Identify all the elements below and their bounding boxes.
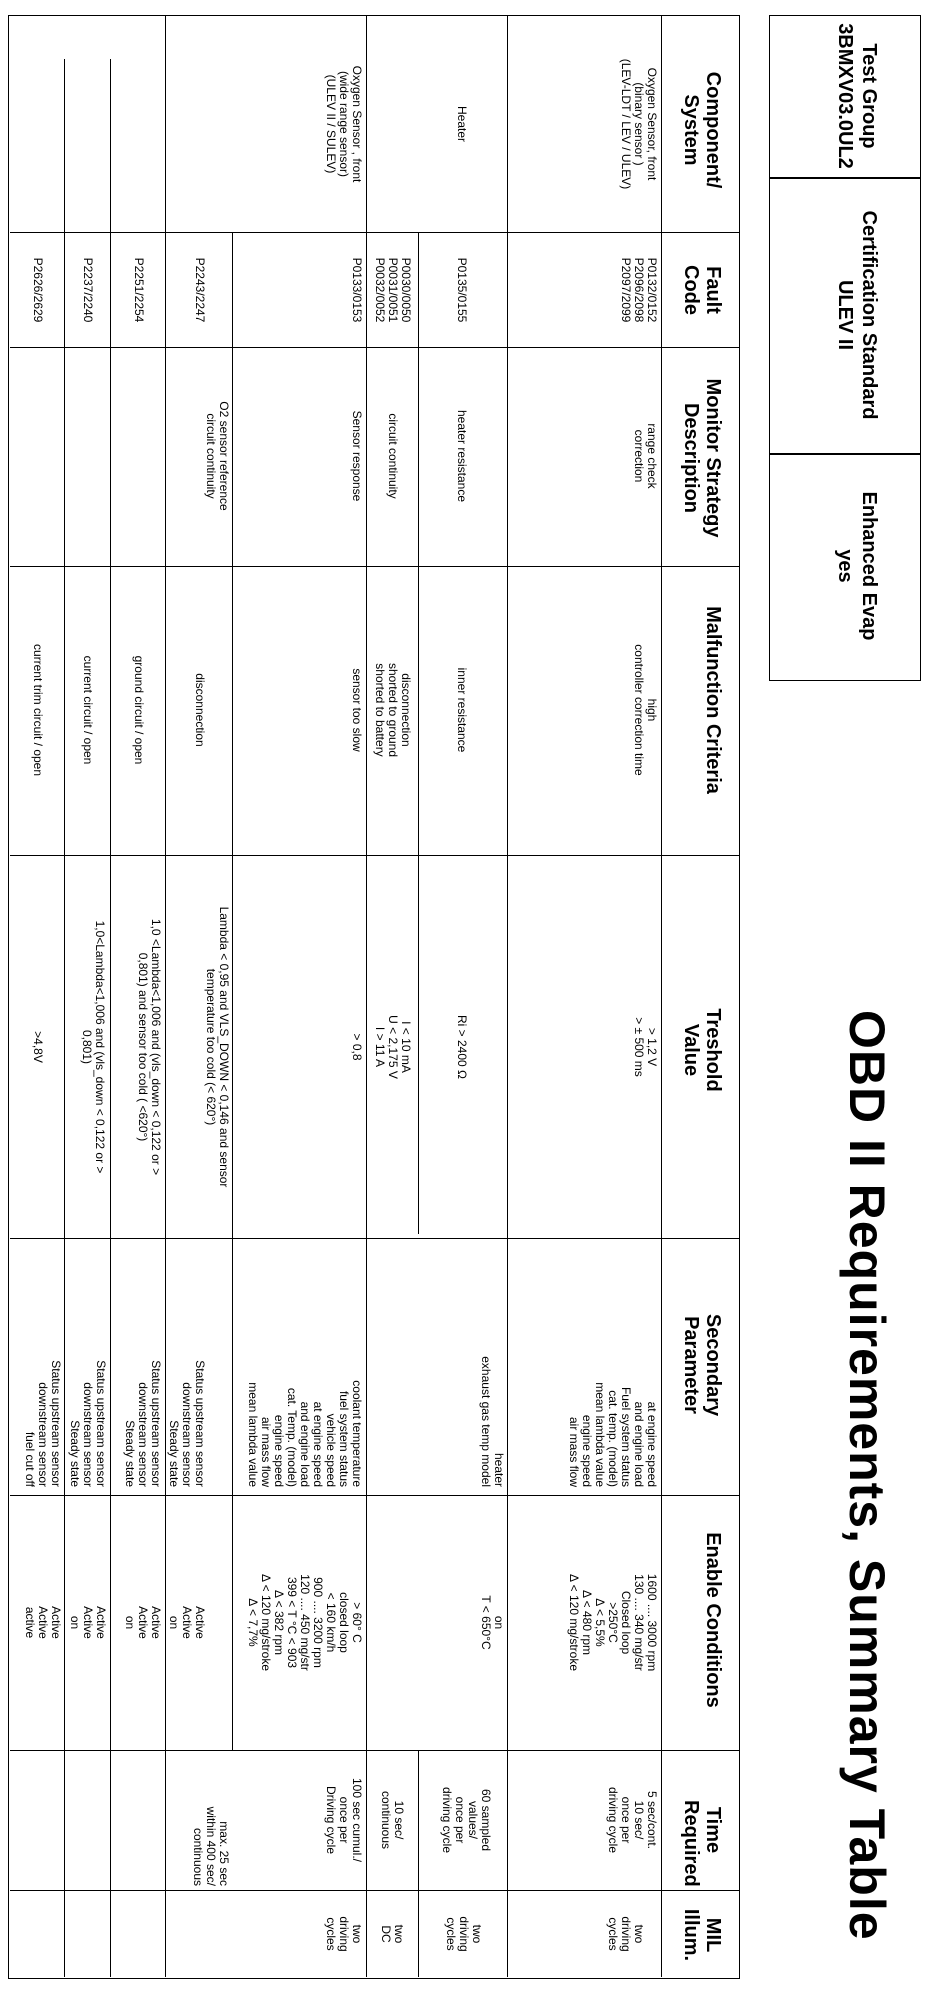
col-header-mil: MIL Illum.: [680, 1908, 724, 1962]
header-divider: [661, 15, 662, 1977]
r4-time: 100 sec cumul./ once per Driving cycle: [324, 1777, 364, 1863]
row-divider: [64, 59, 65, 1977]
r1-malfunction: high controller correction time: [632, 644, 659, 776]
col-header-secondary: Secondary Parameter: [680, 1313, 724, 1417]
row-divider: [507, 15, 508, 1977]
r2-mil: two driving cycles: [444, 1916, 484, 1952]
r6-fault-code: P2251/2254: [132, 257, 146, 323]
col-divider: [10, 566, 740, 567]
r4-threshold: > 0,8: [350, 1033, 364, 1061]
r5-malfunction: disconnection: [193, 673, 207, 747]
r6-enable: Active Active on: [123, 1606, 163, 1639]
r5-fault-code: P2243/2247: [193, 257, 207, 323]
r5-monitor: O2 sensor reference circuit continuity: [204, 401, 231, 511]
col-header-time: Time Required: [680, 1800, 724, 1887]
r5-time: max. 25 sec within 400 sec/ continuous: [191, 1806, 231, 1886]
r8-enable: Active Active active: [23, 1606, 63, 1639]
col-header-threshold: Treshold Value: [680, 1008, 724, 1092]
r7-enable: Active Active on: [68, 1606, 108, 1639]
r7-malfunction: current circuit / open: [81, 655, 95, 765]
r8-malfunction: current trim circuit / open: [31, 643, 45, 777]
r7-secondary: Status upstream sensor downstream sensor Steady state: [68, 1360, 108, 1487]
r3-threshold: I < 10 mA U < 2,175 V I > 11 A: [373, 1015, 413, 1079]
col-divider: [10, 1750, 740, 1751]
r4-component: Oxygen Sensor , front (wide range sensor) (ULEV II / SULEV): [324, 65, 364, 183]
certification-label: Certification Standard: [858, 210, 880, 420]
col-divider: [10, 855, 740, 856]
test-group-label: Test Group: [858, 43, 880, 149]
r5-threshold: Lambda < 0,95 and VLS_DOWN < 0,146 and sensor temperature too cold (< 620°): [204, 906, 231, 1188]
r8-fault-code: P2626/2629: [31, 257, 45, 323]
r2-enable: on T < 650°C: [479, 1595, 506, 1650]
col-header-monitor: Monitor Strategy Description: [680, 378, 724, 538]
r4-secondary: coolant temperature fuel system status vehicle speed at engine speed and engine load cat. Temp. (model) engine speed air mass flow mean lambda value: [246, 1380, 364, 1487]
evap-label: Enhanced Evap: [858, 491, 880, 641]
row-divider: [418, 232, 419, 1234]
col-divider: [10, 1495, 740, 1496]
r1-time: 5 sec/cont. 10 sec/ once per driving cycle: [606, 1786, 659, 1854]
r1-monitor: range check correction: [632, 423, 659, 489]
r6-malfunction: ground circuit / open: [132, 655, 146, 765]
col-header-fault-code: Fault Code: [680, 265, 724, 315]
r2-fault-code: P0135/0155: [455, 257, 469, 323]
r1-threshold: > 1,2 V > ± 500 ms: [632, 1017, 659, 1077]
col-divider: [10, 232, 740, 233]
row-divider: [232, 347, 233, 1750]
row-divider: [110, 59, 111, 1977]
col-header-malfunction: Malfunction Criteria: [702, 606, 724, 794]
r1-secondary: at engine speed and engine load Fuel system status cat. temp. (model) mean lambda value engine speed air mass flow: [567, 1382, 659, 1487]
row-divider: [165, 15, 166, 1977]
row-divider: [418, 1750, 419, 1977]
col-divider: [10, 1238, 740, 1239]
certification-value: ULEV II: [834, 279, 856, 350]
r4-malfunction: sensor too slow: [350, 668, 364, 752]
col-header-enable: Enable Conditions: [702, 1532, 724, 1708]
r2-time: 60 sampled values/ once per driving cycle: [440, 1786, 493, 1854]
r1-enable: 1600 .... 3000 rpm 130 .... 340 mg/str Closed loop >250°C Δ < 5,5% Δ < 480 rpm Δ < 120 mg/stroke: [567, 1573, 659, 1672]
page-title: OBD II Requirements, Summary Table: [839, 1010, 895, 1941]
test-group-value: 3BMXV03.0UL2: [834, 23, 856, 169]
r3-monitor: circuit continuity: [386, 413, 400, 499]
r4-mil: two driving cycles: [324, 1916, 364, 1952]
col-divider: [10, 1890, 740, 1891]
r3-time: 10 sec/ continuous: [379, 1790, 406, 1850]
r2-component: Heater: [455, 105, 469, 143]
col-header-component: Component/ System: [680, 71, 724, 189]
r5-secondary: Status upstream sensor downstream sensor Steady state: [167, 1360, 207, 1487]
r4-fault-code: P0133/0153: [350, 257, 364, 323]
r2-malfunction: inner resistance: [455, 667, 469, 753]
r3-mil: two DC: [379, 1924, 406, 1944]
r8-threshold: >4,8V: [31, 1031, 45, 1063]
r2-secondary: heater exhaust gas temp model: [479, 1356, 506, 1487]
r1-fault-codes: P0132/0152 P2096/2098 P2097/2099: [619, 257, 659, 323]
row-divider: [366, 15, 367, 1977]
r7-threshold: 1,0<Lambda<1,006 and (vls_down < 0,122 or > 0,801): [80, 920, 107, 1174]
r7-fault-code: P2237/2240: [81, 257, 95, 323]
r1-component: Oxygen Sensor, front (binary sensor ) (LEV-LDT / LEV / ULEV): [619, 58, 659, 190]
evap-value: yes: [834, 549, 856, 583]
r2-threshold: Ri > 2400 Ω: [455, 1014, 469, 1079]
r8-secondary: Status upstream sensor downstream sensor fuel cut off: [23, 1360, 63, 1487]
r3-fault-codes: P0030/0050 P0031/0051 P0032/0052: [373, 257, 413, 323]
r5-enable: Active Active on: [167, 1606, 207, 1639]
r3-malfunction: disconnection shorted to ground shorted to battery: [373, 662, 413, 758]
col-divider: [10, 347, 740, 348]
r4-monitor: Sensor response: [350, 410, 364, 502]
r6-secondary: Status upstream sensor downstream sensor Steady state: [123, 1360, 163, 1487]
r6-threshold: 1,0 <Lambda<1,006 and (vls_down < 0,122 or > 0,801) and sensor too cold ( <620°): [136, 918, 163, 1176]
r1-mil: two driving cycles: [606, 1916, 646, 1952]
r4-enable: > 60° C closed loop < 160 km/h 900 .... 3200 rpm 120 .... 450 mg/str 399 < T °C < 903 Δ < 382 rpm Δ < 120 mg/stroke Δ < 7,7%: [246, 1573, 364, 1672]
r2-monitor: heater resistance: [455, 409, 469, 503]
